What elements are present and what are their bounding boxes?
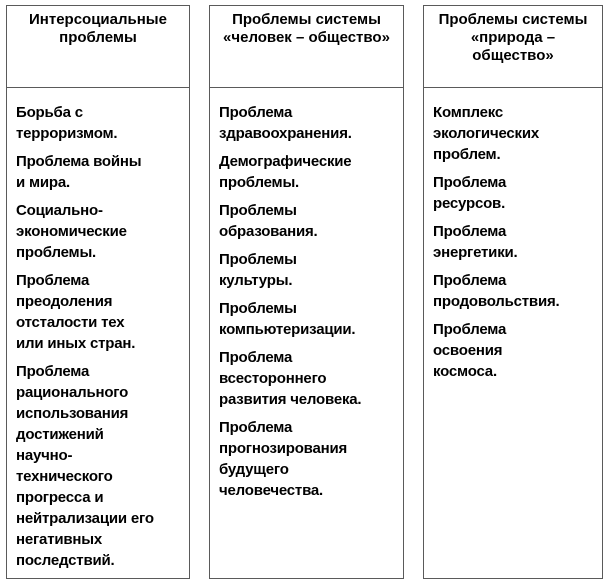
list-item: Проблема рационального использования достижений научно- технического прогресса и нейтрализации его негативных последствий. — [16, 363, 154, 569]
list-item: Демографические проблемы. — [219, 153, 352, 191]
list-item: Борьба с терроризмом. — [16, 104, 118, 142]
list-item: Проблема войны и мира. — [16, 153, 142, 191]
list-item: Проблема освоения космоса. — [433, 321, 507, 380]
list-item: Комплекс экологических проблем. — [433, 104, 540, 163]
list-item: Проблема здравоохранения. — [219, 104, 352, 142]
column-nature-society — [423, 5, 603, 579]
list-item: Проблема преодоления отсталости тех или иных стран. — [16, 272, 136, 352]
list-item: Проблема прогнозирования будущего человечества. — [219, 419, 348, 499]
list-item: Проблема энергетики. — [433, 223, 518, 261]
list-item: Проблемы компьютеризации. — [219, 300, 356, 338]
list-item: Проблема продовольствия. — [433, 272, 560, 310]
list-item: Проблема всестороннего развития человека. — [219, 349, 362, 408]
column-header: Интерсоциальные проблемы — [7, 6, 189, 88]
column-human-society — [209, 5, 404, 579]
list-item: Проблема ресурсов. — [433, 174, 507, 212]
list-item: Проблемы культуры. — [219, 251, 297, 289]
column-header: Проблемы системы «человек – общество» — [210, 6, 403, 88]
column-intersocial — [6, 5, 190, 579]
column-body — [7, 98, 189, 578]
column-body — [424, 98, 602, 578]
list-item: Проблемы образования. — [219, 202, 318, 240]
list-item: Социально- экономические проблемы. — [16, 202, 127, 261]
column-body — [210, 98, 403, 578]
column-header: Проблемы системы «природа – общество» — [424, 6, 602, 88]
